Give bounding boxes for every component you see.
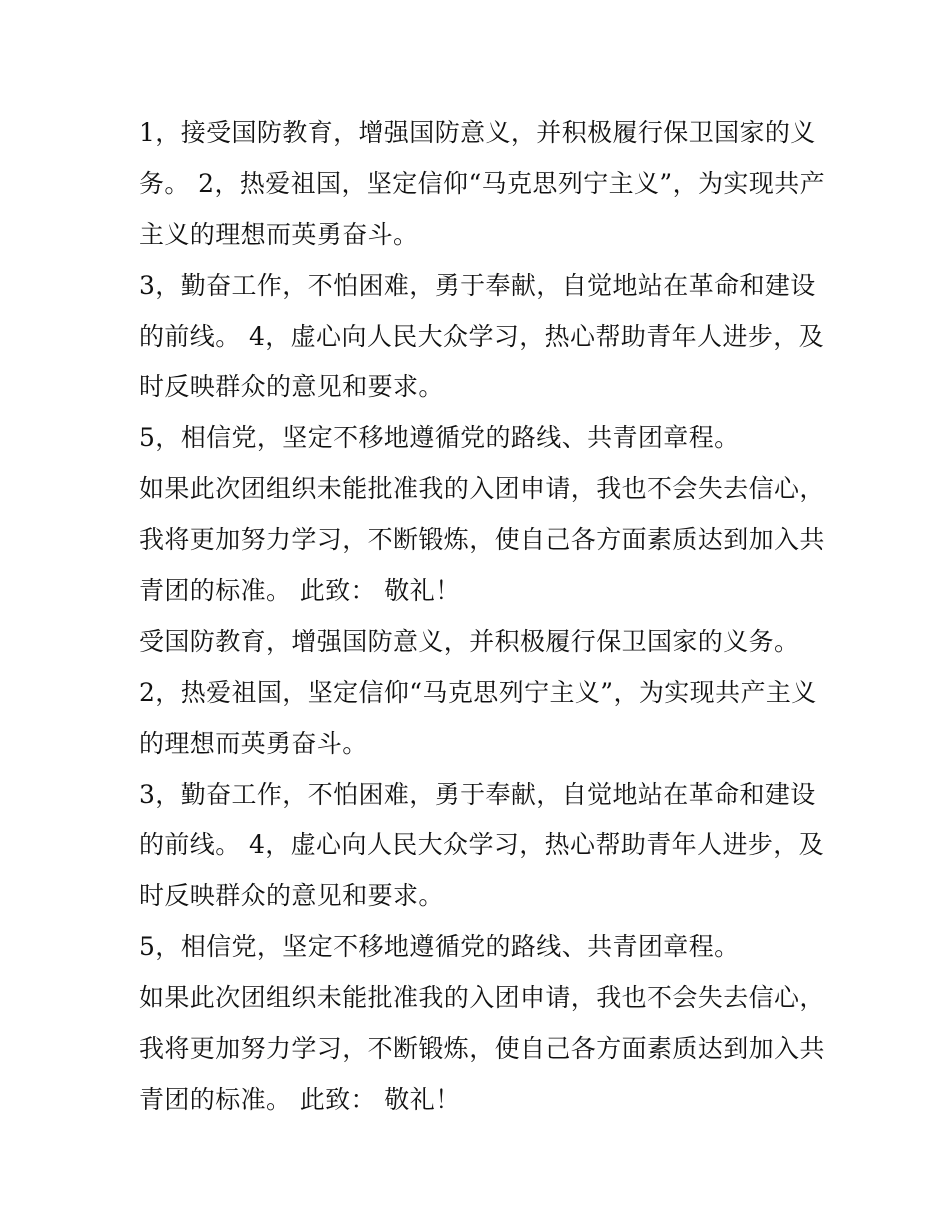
text-line: 3，勤奋工作，不怕困难，勇于奉献，自觉地站在革命和建设	[139, 779, 816, 809]
text-line: 的前线。 4，虚心向人民大众学习，热心帮助青年人进步，及	[139, 830, 825, 860]
text-line: 5，相信党，坚定不移地遵循党的路线、共青团章程。	[139, 423, 740, 453]
text-line: 青团的标准。 此致： 敬礼！	[139, 1084, 461, 1114]
text-line: 3，勤奋工作，不怕困难，勇于奉献，自觉地站在革命和建设	[139, 270, 816, 300]
text-line: 1，接受国防教育，增强国防意义，并积极履行保卫国家的义	[139, 118, 816, 147]
text-line: 时反映群众的意见和要求。	[139, 372, 444, 402]
text-line: 的前线。 4，虚心向人民大众学习，热心帮助青年人进步，及	[139, 321, 825, 351]
text-line: 时反映群众的意见和要求。	[139, 881, 444, 911]
text-line: 受国防教育，增强国防意义，并积极履行保卫国家的义务。	[139, 626, 800, 656]
text-line: 如果此次团组织未能批准我的入团申请，我也不会失去信心，	[139, 983, 825, 1013]
text-line: 我将更加努力学习，不断锻炼，使自己各方面素质达到加入共	[139, 525, 825, 555]
document-body	[139, 108, 829, 1126]
text-line: 2，热爱祖国，坚定信仰“马克思列宁主义”，为实现共产主义	[139, 677, 817, 707]
text-line: 主义的理想而英勇奋斗。	[139, 219, 419, 249]
text-line: 我将更加努力学习，不断锻炼，使自己各方面素质达到加入共	[139, 1034, 825, 1064]
text-line: 务。 2，热爱祖国，坚定信仰“马克思列宁主义”，为实现共产	[139, 168, 826, 198]
text-line: 5，相信党，坚定不移地遵循党的路线、共青团章程。	[139, 932, 740, 962]
text-line: 如果此次团组织未能批准我的入团申请，我也不会失去信心，	[139, 474, 825, 504]
text-line: 的理想而英勇奋斗。	[139, 728, 368, 758]
text-line: 青团的标准。 此致： 敬礼！	[139, 576, 461, 606]
